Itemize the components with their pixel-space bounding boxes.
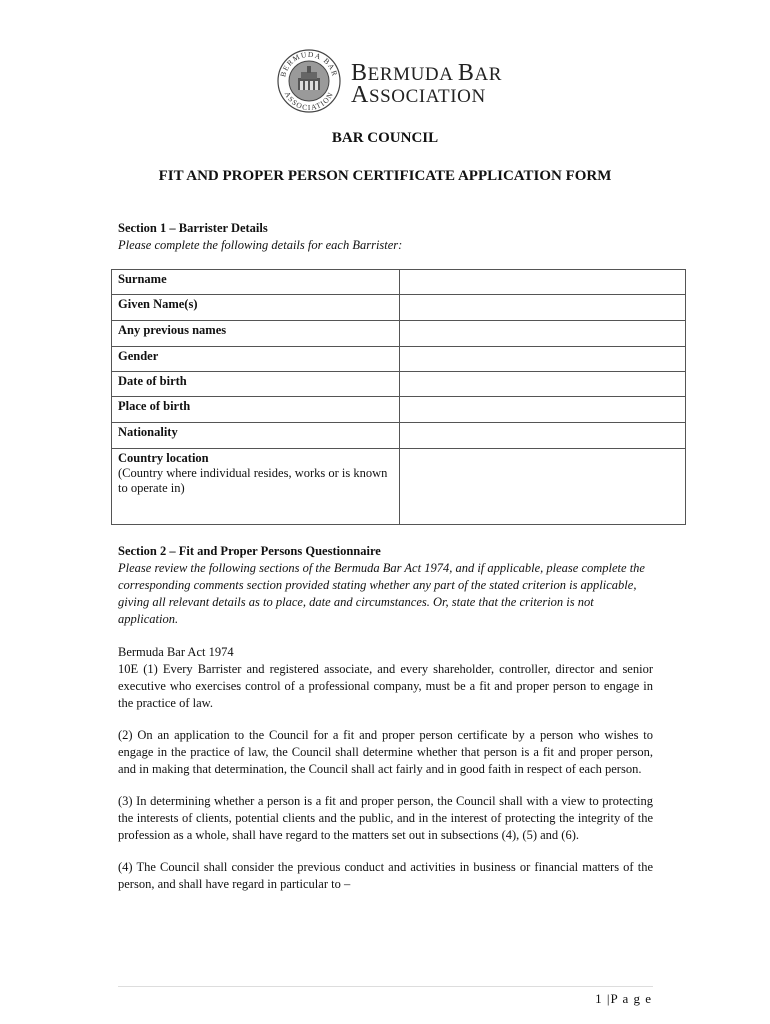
section2-heading: Section 2 – Fit and Proper Persons Questionnaire (118, 544, 381, 558)
gender-field[interactable] (400, 347, 686, 372)
place-of-birth-label: Place of birth (112, 397, 400, 423)
page-footer (595, 991, 652, 1007)
date-of-birth-field[interactable] (400, 372, 686, 397)
footer-divider (118, 986, 653, 987)
paragraph-2: (2) On an application to the Council for a fit and proper person certificate by a person who wishes to engage in the practice of law, the Council shall determine whether that person is a fit and proper person, and in making that determination, the Council shall act fairly and in good faith in respect of each person. (118, 728, 653, 776)
logo-wordmark-line2: ASSOCIATION (351, 82, 486, 108)
act-title: Bermuda Bar Act 1974 (118, 645, 234, 659)
section1-heading: Section 1 – Barrister Details (118, 221, 268, 235)
paragraph-10e-1: 10E (1) Every Barrister and registered associate, and every shareholder, controller, director and senior executive who exercises control of a professional company, must be a fit and proper person to engage in the practice of law. (118, 662, 653, 710)
surname-label: Surname (112, 270, 400, 295)
nationality-field[interactable] (400, 423, 686, 449)
nationality-label: Nationality (112, 423, 400, 449)
form-title: FIT AND PROPER PERSON CERTIFICATE APPLICATION FORM (158, 168, 612, 184)
council-title: BAR COUNCIL (331, 130, 439, 146)
table-row (112, 423, 686, 449)
table-row (112, 270, 686, 295)
previous-names-field[interactable] (400, 321, 686, 347)
paragraph-4: (4) The Council shall consider the previous conduct and activities in business or financial matters of the person, and shall have regard in particular to – (118, 860, 653, 891)
table-row (112, 347, 686, 372)
previous-names-label: Any previous names (112, 321, 400, 347)
surname-field[interactable] (400, 270, 686, 295)
date-of-birth-label: Date of birth (112, 372, 400, 397)
table-row (112, 321, 686, 347)
paragraph-3: (3) In determining whether a person is a fit and proper person, the Council shall with a view to protecting the interests of clients, potential clients and the public, and in the interest of protecting the integrity of the profession as a whole, shall have regard to the matters set out in subsections (4), (5) and (6). (118, 794, 653, 842)
seal-icon (276, 48, 342, 114)
given-names-field[interactable] (400, 295, 686, 321)
act-text (118, 644, 653, 908)
place-of-birth-field[interactable] (400, 397, 686, 423)
table-row (112, 295, 686, 321)
given-names-label: Given Name(s) (112, 295, 400, 321)
bermuda-bar-association-logo (276, 48, 503, 114)
section1-subheading: Please complete the following details for each Barrister: (118, 238, 403, 252)
page-number: 1 (595, 991, 603, 1006)
country-location-label: Country location (118, 451, 209, 465)
logo-wordmark-line1: BERMUDA BAR (351, 60, 503, 86)
footer-separator: | (606, 991, 611, 1006)
table-row (112, 449, 686, 525)
country-location-note: (Country where individual resides, works or is known to operate in) (118, 466, 388, 495)
gender-label: Gender (112, 347, 400, 372)
svg-text:ASSOCIATION: ASSOCIATION (282, 89, 336, 113)
page-label: P a g e (610, 991, 652, 1006)
country-location-field[interactable] (400, 449, 686, 525)
section2-subheading: Please review the following sections of the Bermuda Bar Act 1974, and if applicable, please complete the corresponding comments section provided stating whether any part of the stated criterion is applicable, giving all relevant details as to place, date and circumstances. Or, state that the criterion is not application. (118, 561, 645, 626)
table-row (112, 372, 686, 397)
table-row (112, 397, 686, 423)
svg-text:BERMUDA BAR: BERMUDA BAR (278, 49, 340, 78)
barrister-details-table (111, 269, 686, 525)
